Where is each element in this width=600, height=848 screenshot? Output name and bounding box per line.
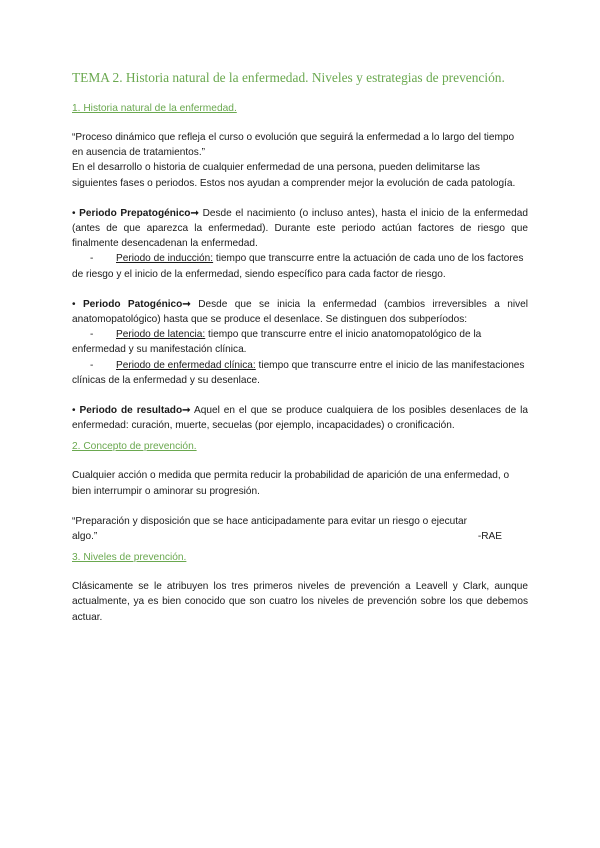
patogenic-label: Periodo Patogénico [82, 298, 183, 310]
result-label: Periodo de resultado [79, 405, 183, 417]
clinical-text: tiempo que transcurre entre el inicio de las manifestaciones clínicas de la enfermedad y su desenlace. [72, 359, 525, 386]
induction-text: tiempo que transcurre entre la actuación de cada uno de los factores de riesgo y el inicio de la enfermedad, siendo específico para cada factor de riesgo. [72, 253, 524, 280]
dash: - [90, 329, 94, 341]
arrow-icon: ➞ [182, 405, 191, 417]
document-page [72, 70, 528, 625]
arrow-icon: ➞ [182, 298, 191, 310]
section-3-heading: 3. Niveles de prevención. [72, 552, 187, 564]
rae-source: -RAE [477, 531, 502, 543]
arrow-icon: ➞ [190, 207, 199, 219]
prepatogenic-text: Desde el nacimiento (o incluso antes), hasta el inicio de la enfermedad (antes de que aparezca la enfermedad). Durante este periodo actúan factores de riesgo que finalmente desencadenan la enfermedad. [72, 207, 528, 250]
patogenic-paragraph [72, 297, 528, 327]
section-1-heading: 1. Historia natural de la enfermedad. [72, 103, 237, 114]
rae-quote-line2: algo.” [72, 531, 98, 543]
definition-quote: “Proceso dinámico que refleja el curso o evolución que seguirá la enfermedad a lo largo del tiempo en ausencia de tratamientos.” [72, 132, 515, 159]
prepatogenic-paragraph [72, 206, 528, 252]
induction-paragraph [72, 251, 528, 281]
clinical-label: Periodo de enfermedad clínica: [116, 359, 256, 371]
latency-label: Periodo de latencia: [116, 329, 206, 341]
levels-paragraph: Clásicamente se le atribuyen los tres primeros niveles de prevención a Leavell y Clark, aunque actualmente, ya es bien conocido que son cuatro los niveles de prevención sobre los que debemos actuar. [72, 581, 528, 623]
document-title: TEMA 2. Historia natural de la enfermedad. Niveles y estrategias de prevención. [72, 70, 505, 85]
latency-text: tiempo que transcurre entre el inicio anatomopatológico de la enfermedad y su manifestación clínica. [72, 329, 482, 356]
rae-quote-line2-row [72, 529, 528, 544]
prepatogenic-label: Periodo Prepatogénico [79, 207, 191, 219]
induction-label: Periodo de inducción: [116, 253, 214, 265]
prevention-definition: Cualquier acción o medida que permita reducir la probabilidad de aparición de una enfermedad, o bien interrumpir o aminorar su progresión. [72, 470, 510, 497]
dash: - [90, 359, 94, 371]
clinical-paragraph [72, 358, 528, 388]
bullet: • [72, 207, 76, 219]
patogenic-text: Desde que se inicia la enfermedad (cambios irreversibles a nivel anatomopatológico) hasta que se produce el desenlace. Se distinguen dos subperíodos: [72, 298, 528, 326]
latency-paragraph [72, 327, 528, 357]
result-paragraph [72, 403, 528, 433]
intro-paragraph: En el desarrollo o historia de cualquier enfermedad de una persona, pueden delimitarse las siguientes fases o periodos. Estos nos ayudan a comprender mejor la evolución de cada patología. [72, 162, 516, 189]
section-2-heading: 2. Concepto de prevención. [72, 441, 197, 453]
dash: - [90, 253, 94, 265]
bullet: • [72, 298, 76, 310]
rae-quote-line1: “Preparación y disposición que se hace anticipadamente para evitar un riesgo o ejecutar [72, 515, 468, 527]
result-text: Aquel en el que se produce cualquiera de los posibles desenlaces de la enfermedad: curación, muerte, secuelas (por ejemplo, incapacidades) o cronificación. [72, 405, 528, 432]
bullet: • [72, 405, 76, 417]
